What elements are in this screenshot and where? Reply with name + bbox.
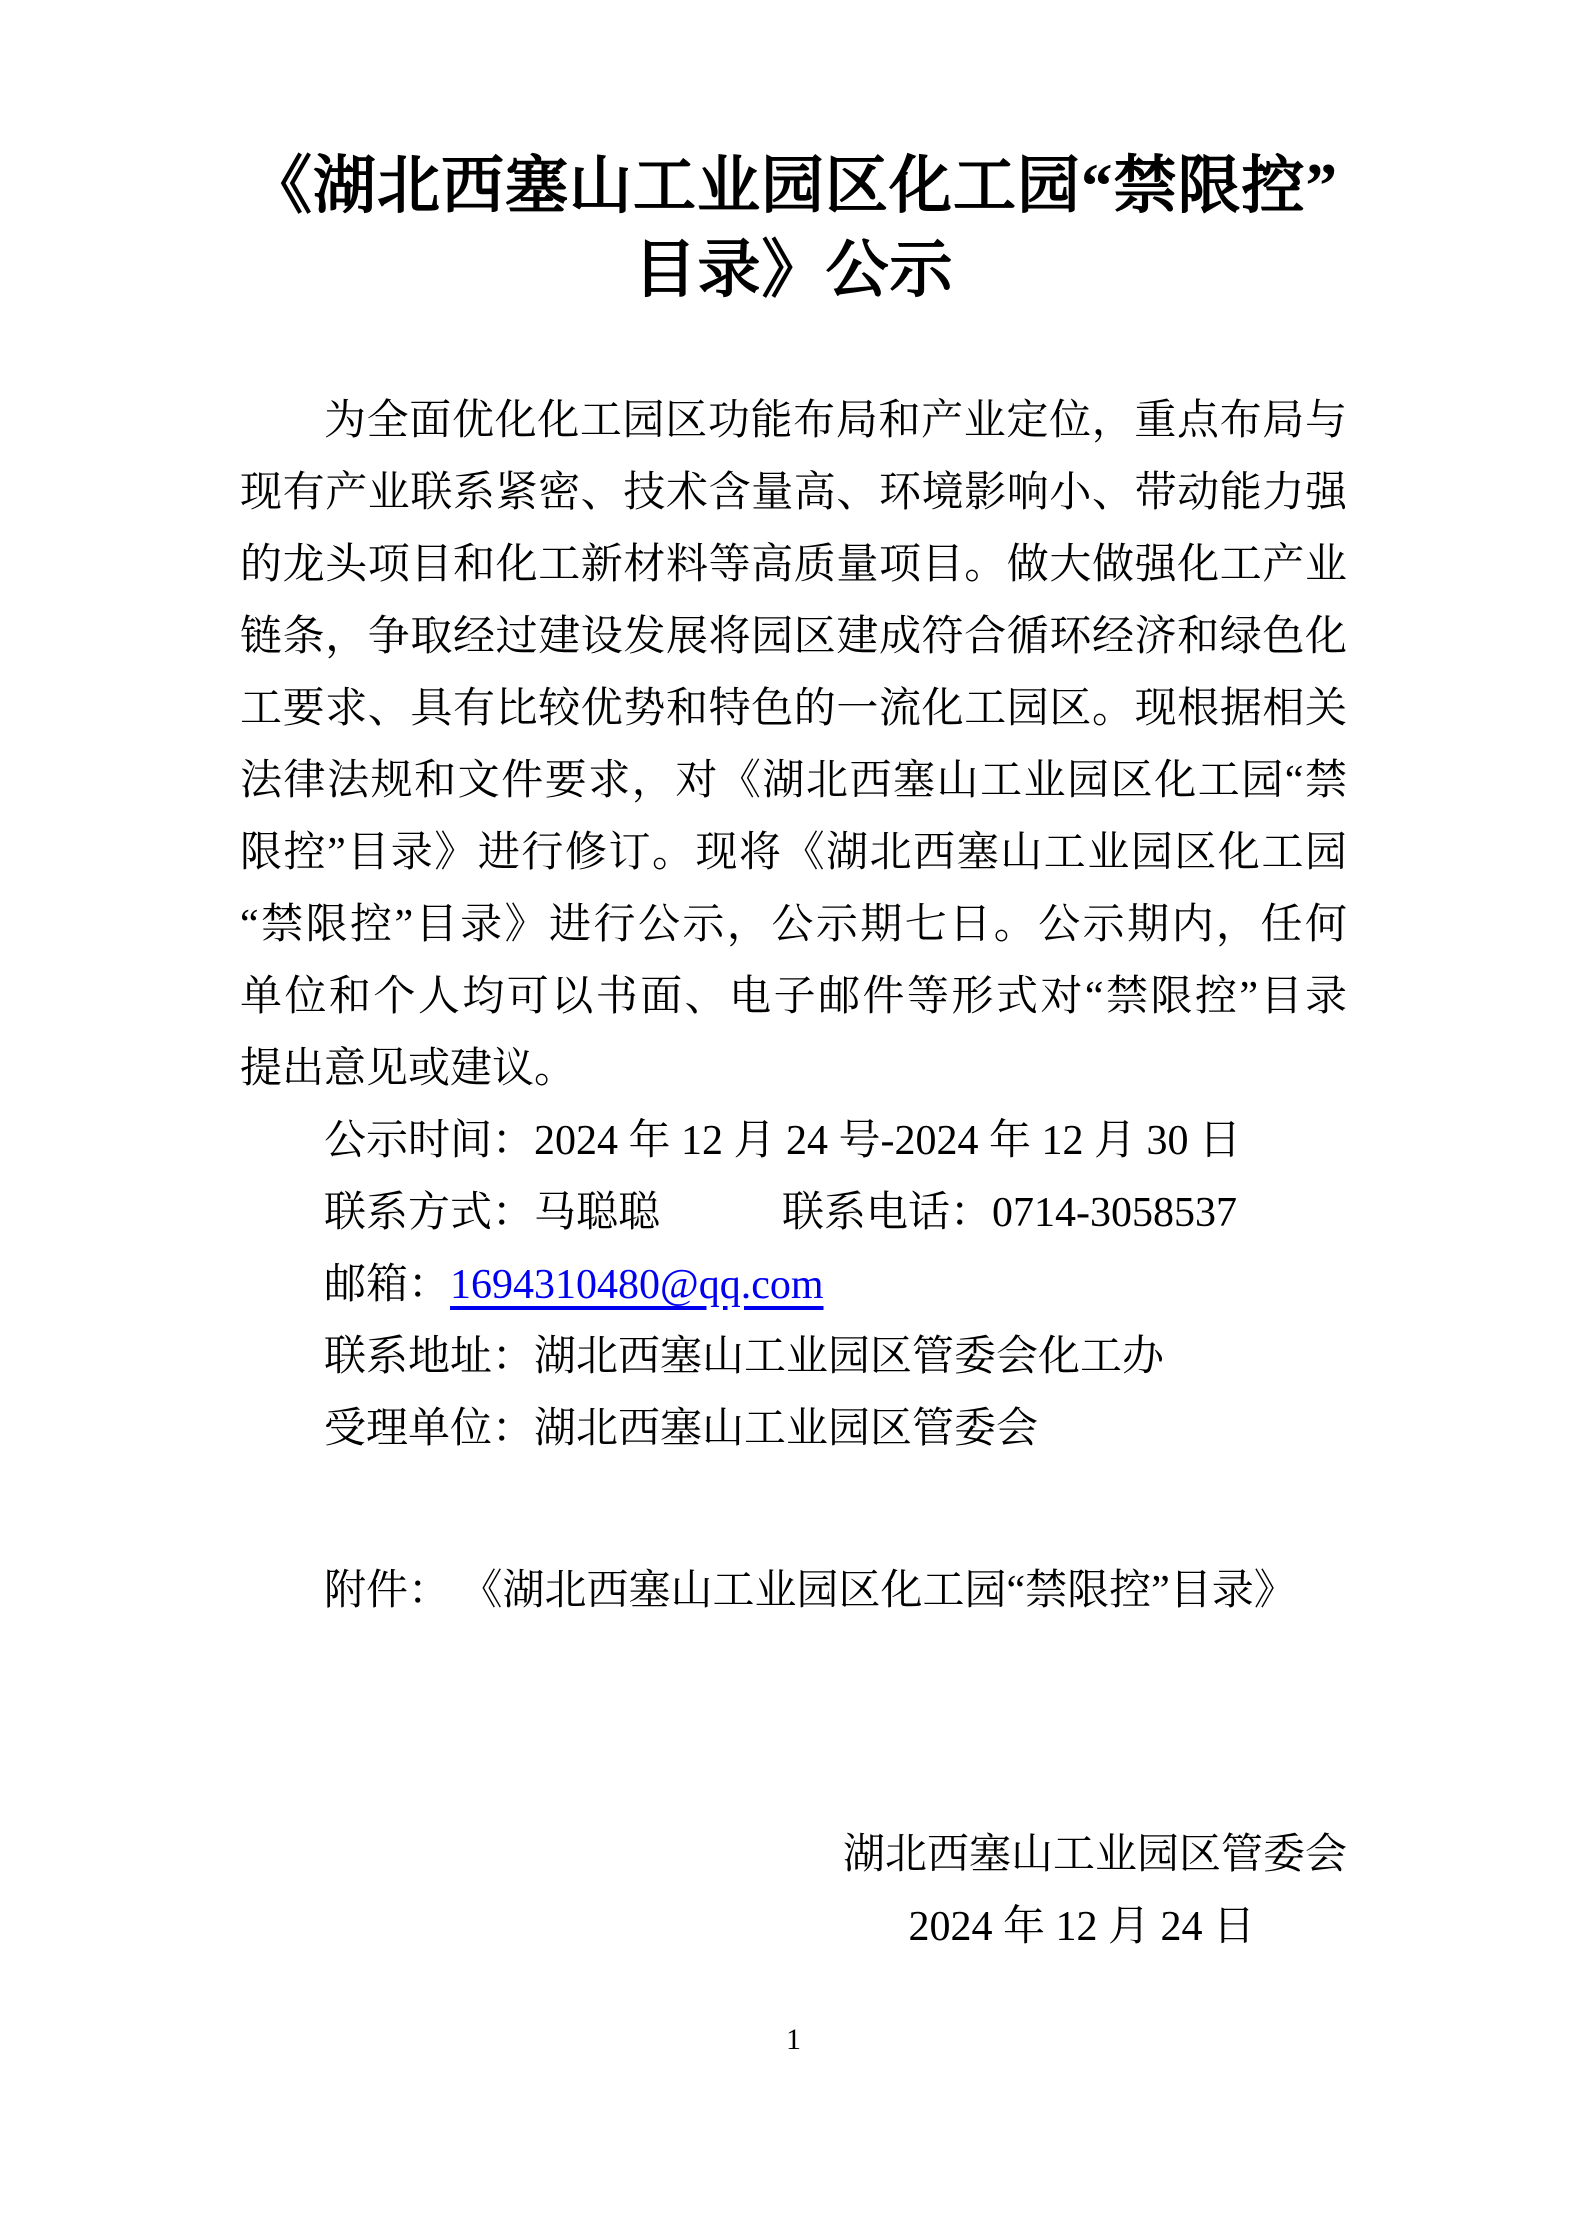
paragraph-line: 现有产业联系紧密、技术含量高、环境影响小、带动能力强 xyxy=(240,470,1347,516)
document-content xyxy=(240,0,1347,1963)
email-link[interactable]: 1694310480@qq.com xyxy=(450,1262,824,1308)
paragraph-line: 链条，争取经过建设发展将园区建成符合循环经济和绿色化 xyxy=(240,614,1347,660)
paragraph-line: 的龙头项目和化工新材料等高质量项目。做大做强化工产业 xyxy=(240,542,1347,588)
paragraph-line: 限控”目录》进行修订。现将《湖北西塞山工业园区化工园 xyxy=(240,830,1347,876)
notice-paragraph xyxy=(240,385,1347,1105)
paragraph-line: 单位和个人均可以书面、电子邮件等形式对“禁限控”目录 xyxy=(240,974,1347,1020)
accepting-unit-line xyxy=(240,1393,1347,1465)
signature-line xyxy=(240,1819,1347,1891)
publicity-time-line xyxy=(240,1105,1347,1177)
paragraph-line: 工要求、具有比较优势和特色的一流化工园区。现根据相关 xyxy=(240,686,1347,732)
email-label: 邮箱： xyxy=(324,1262,451,1308)
title-line-1: 《湖北西塞山工业园区化工园“禁限控” xyxy=(249,151,1338,221)
attachment-text: 附件： 《湖北西塞山工业园区化工园“禁限控”目录》 xyxy=(324,1568,1296,1614)
contact-line xyxy=(240,1177,1347,1249)
accepting-unit-text: 受理单位：湖北西塞山工业园区管委会 xyxy=(324,1406,1039,1452)
title-line-2: 目录》公示 xyxy=(633,235,954,305)
page-title xyxy=(240,144,1347,312)
signature-text: 湖北西塞山工业园区管委会 xyxy=(842,1832,1347,1878)
attachment-line xyxy=(240,1555,1347,1627)
title-body-spacer xyxy=(240,312,1347,385)
address-line xyxy=(240,1321,1347,1393)
signature-spacer xyxy=(240,1627,1347,1819)
paragraph-line: “禁限控”目录》进行公示，公示期七日。公示期内，任何 xyxy=(240,902,1347,948)
page-number: 1 xyxy=(786,2023,801,2056)
contact-phone-text: 联系电话：0714-3058537 xyxy=(782,1190,1238,1236)
paragraph-line: 提出意见或建议。 xyxy=(240,1046,577,1092)
date-line xyxy=(240,1891,1347,1963)
attachment-spacer xyxy=(240,1465,1347,1555)
paragraph-line: 为全面优化化工园区功能布局和产业定位，重点布局与 xyxy=(324,398,1347,444)
email-line xyxy=(240,1249,1347,1321)
date-text: 2024 年 12 月 24 日 xyxy=(908,1904,1255,1950)
paragraph-line: 法律法规和文件要求，对《湖北西塞山工业园区化工园“禁 xyxy=(240,758,1347,804)
publicity-time-text: 公示时间：2024 年 12 月 24 号-2024 年 12 月 30 日 xyxy=(324,1118,1241,1164)
contact-person-text: 联系方式：马聪聪 xyxy=(324,1190,661,1236)
address-text: 联系地址：湖北西塞山工业园区管委会化工办 xyxy=(324,1334,1165,1380)
